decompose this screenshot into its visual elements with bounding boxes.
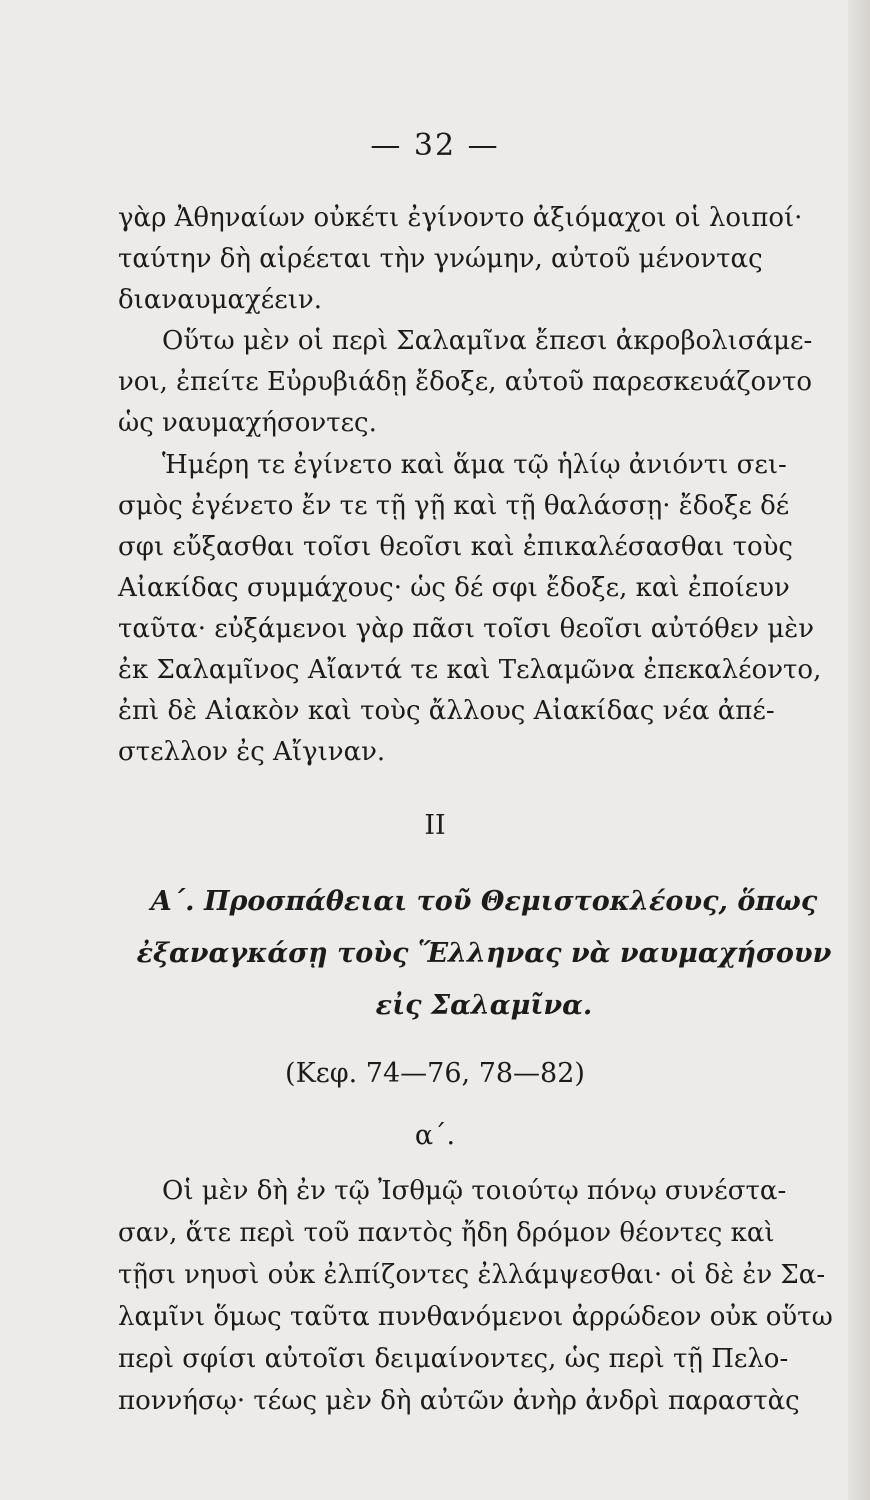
page-number: — 32 — <box>370 128 500 163</box>
text-line: στελλον ἐς Αἴγιναν. <box>118 737 386 767</box>
text-line: ἐπὶ δὲ Αἰακὸν καὶ τοὺς ἄλλους Αἰακίδας νέα ἀπέ- <box>118 696 775 726</box>
section-heading <box>118 876 850 1032</box>
text-line: Αἰακίδας συμμάχους· ὡς δέ σφι ἔδοξε, καὶ ἐποίευν <box>118 573 790 603</box>
text-line: σαν, ἅτε περὶ τοῦ παντὸς ἤδη δρόμον θέοντες καὶ <box>118 1218 775 1248</box>
paragraph-4 <box>118 1170 850 1422</box>
text-line: διαναυμαχέειν. <box>118 285 322 315</box>
heading-line: Α΄. Προσπάθειαι τοῦ Θεμιστοκλέους, ὅπως <box>150 886 818 917</box>
text-line: γὰρ Ἀθηναίων οὐκέτι ἐγίνοντο ἀξιόμαχοι οἱ λοιποί· <box>118 203 803 233</box>
text-line: τῇσι νηυσὶ οὐκ ἐλπίζοντες ἐλλάμψεσθαι· οἱ δὲ ἐν Σα- <box>118 1260 826 1290</box>
paragraph-3 <box>118 445 850 773</box>
text-line: λαμῖνι ὅμως ταῦτα πυνθανόμενοι ἀρρώδεον οὐκ οὕτω <box>118 1302 833 1332</box>
text-line: περὶ σφίσι αὐτοῖσι δειμαίνοντες, ὡς περὶ τῇ Πελο- <box>118 1344 789 1374</box>
paragraph-2 <box>118 321 850 444</box>
text-line: ὡς ναυμαχήσοντες. <box>118 408 377 438</box>
text-line: ταῦτα· εὐξάμενοι γὰρ πᾶσι τοῖσι θεοῖσι αὐτόθεν μὲν <box>118 614 815 644</box>
text-line: νοι, ἐπείτε Εὐρυβιάδῃ ἔδοξε, αὐτοῦ παρεσκευάζοντο <box>118 367 813 397</box>
text-line: ποννήσῳ· τέως μὲν δὴ αὐτῶν ἀνὴρ ἀνδρὶ παραστὰς <box>118 1386 800 1416</box>
subsection-letter: α΄. <box>414 1120 456 1151</box>
text-line: Οὕτω μὲν οἱ περὶ Σαλαμῖνα ἔπεσι ἀκροβολισάμε- <box>162 326 813 356</box>
heading-line: εἰς Σαλαμῖνα. <box>375 990 593 1021</box>
page-binding-shadow <box>848 0 870 1500</box>
text-line: ταύτην δὴ αἱρέεται τὴν γνώμην, αὐτοῦ μένοντας <box>118 244 763 274</box>
section-numeral: II <box>424 810 446 841</box>
text-line: σφι εὔξασθαι τοῖσι θεοῖσι καὶ ἐπικαλέσασθαι τοὺς <box>118 532 793 562</box>
text-line: σμὸς ἐγένετο ἔν τε τῇ γῇ καὶ τῇ θαλάσσῃ· ἔδοξε δέ <box>118 491 790 521</box>
text-line: Οἱ μὲν δὴ ἐν τῷ Ἰσθμῷ τοιούτῳ πόνῳ συνέστα- <box>162 1176 787 1206</box>
text-line: ἐκ Σαλαμῖνος Αἴαντά τε καὶ Τελαμῶνα ἐπεκαλέοντο, <box>118 655 822 685</box>
heading-line: ἐξαναγκάσῃ τοὺς Ἕλληνας νὰ ναυμαχήσουν <box>136 938 832 969</box>
paragraph-1 <box>118 198 850 321</box>
chapter-references: (Κεφ. 74—76, 78—82) <box>285 1058 585 1089</box>
text-line: Ἡμέρη τε ἐγίνετο καὶ ἅμα τῷ ἡλίῳ ἀνιόντι σει- <box>162 450 787 480</box>
